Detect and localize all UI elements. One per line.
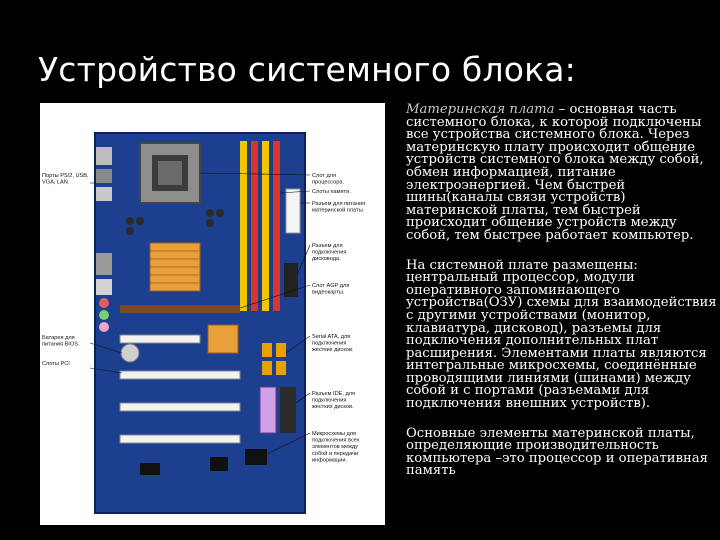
label-sata: [312, 334, 354, 353]
label-line: Разъем для питания: [312, 201, 366, 207]
label-pci: [42, 361, 70, 367]
label-line: Микросхемы для: [312, 431, 357, 437]
label-line: материнской платы.: [312, 207, 365, 214]
cpu-socket: [140, 143, 200, 203]
power-connector: [286, 189, 300, 233]
label-line: Разъем для: [312, 243, 343, 249]
label-line: Слоты PCI: [42, 361, 70, 367]
label-line: видеокарты.: [312, 289, 345, 296]
label-chips: [312, 431, 360, 463]
label-line: подключения: [312, 397, 347, 404]
label-ram-slots: [312, 189, 351, 195]
chipset-heatsink: [150, 243, 200, 291]
label-line: дисковода.: [312, 256, 341, 263]
motherboard-diagram: [40, 103, 385, 525]
label-line: VGA, LAN.: [42, 179, 70, 186]
bios-battery: [121, 344, 139, 362]
label-line: собой и передачи: [312, 450, 359, 457]
label-ports: [42, 173, 89, 186]
label-line: Батарея для: [42, 335, 75, 341]
slide-title: Устройство системного блока:: [38, 50, 576, 89]
label-line: Слот для: [312, 173, 337, 179]
label-line: подключения: [312, 249, 347, 256]
label-floppy-conn: [312, 243, 346, 262]
label-line: элементов между: [312, 444, 358, 451]
label-line: питания BIOS.: [42, 341, 80, 348]
label-line: Слот AGP для: [312, 283, 350, 289]
paragraph-motherboard-rest: – основная часть системного блока, к которой подключены все устройства системного блока. Через материнскую плату происходит общение устройств системного блока между собой, обмен информацией, питание электроэнергией. Чем быстрей шины(каналы связи устройств) материнской платы, тем быстрей происходит общение устройств между собой, тем быстрее работает компьютер.: [406, 102, 704, 243]
term-motherboard: Материнская плата: [406, 102, 555, 117]
label-line: Разъем IDE, для: [312, 391, 356, 397]
label-power-conn: [312, 201, 365, 214]
body-text: [406, 104, 718, 495]
paragraph-main-elements: Основные элементы материнской платы, определяющие производительность компьютера –это процессор и оперативная память: [406, 425, 708, 479]
label-agp-slot: [312, 283, 349, 296]
motherboard-figure: [40, 103, 385, 525]
label-line: подключения: [312, 340, 347, 347]
floppy-connector: [284, 263, 298, 297]
agp-slot: [120, 305, 240, 313]
label-line: Порты PS/2, USB,: [42, 173, 89, 179]
label-ide: [312, 391, 355, 410]
paragraph-motherboard: [406, 104, 718, 243]
label-line: подключения всех: [312, 437, 360, 444]
label-cpu-slot: [312, 173, 344, 186]
label-line: информации.: [312, 457, 348, 464]
label-line: жестких дисков.: [312, 404, 354, 411]
label-line: Слоты памяти.: [312, 189, 351, 195]
label-line: жестких дисков.: [312, 347, 354, 354]
label-battery: [42, 335, 80, 348]
southbridge-chip: [208, 325, 238, 353]
paragraph-components: На системной плате размещены: центральный процессор, модули оперативного запоминающего устройства(ОЗУ) схемы для взаимодействия с другими устройствами (монитор, клавиатура, дисковод), разъемы для подключения дополнительных плат расширения. Элементами платы являются интегральные микросхемы, соединённые проводящими линиями (шинами) между собой и с портами (разъемами для подключения внешних устройств).: [406, 257, 717, 412]
label-line: процессора.: [312, 179, 345, 186]
label-line: Serial ATA, для: [312, 334, 351, 340]
